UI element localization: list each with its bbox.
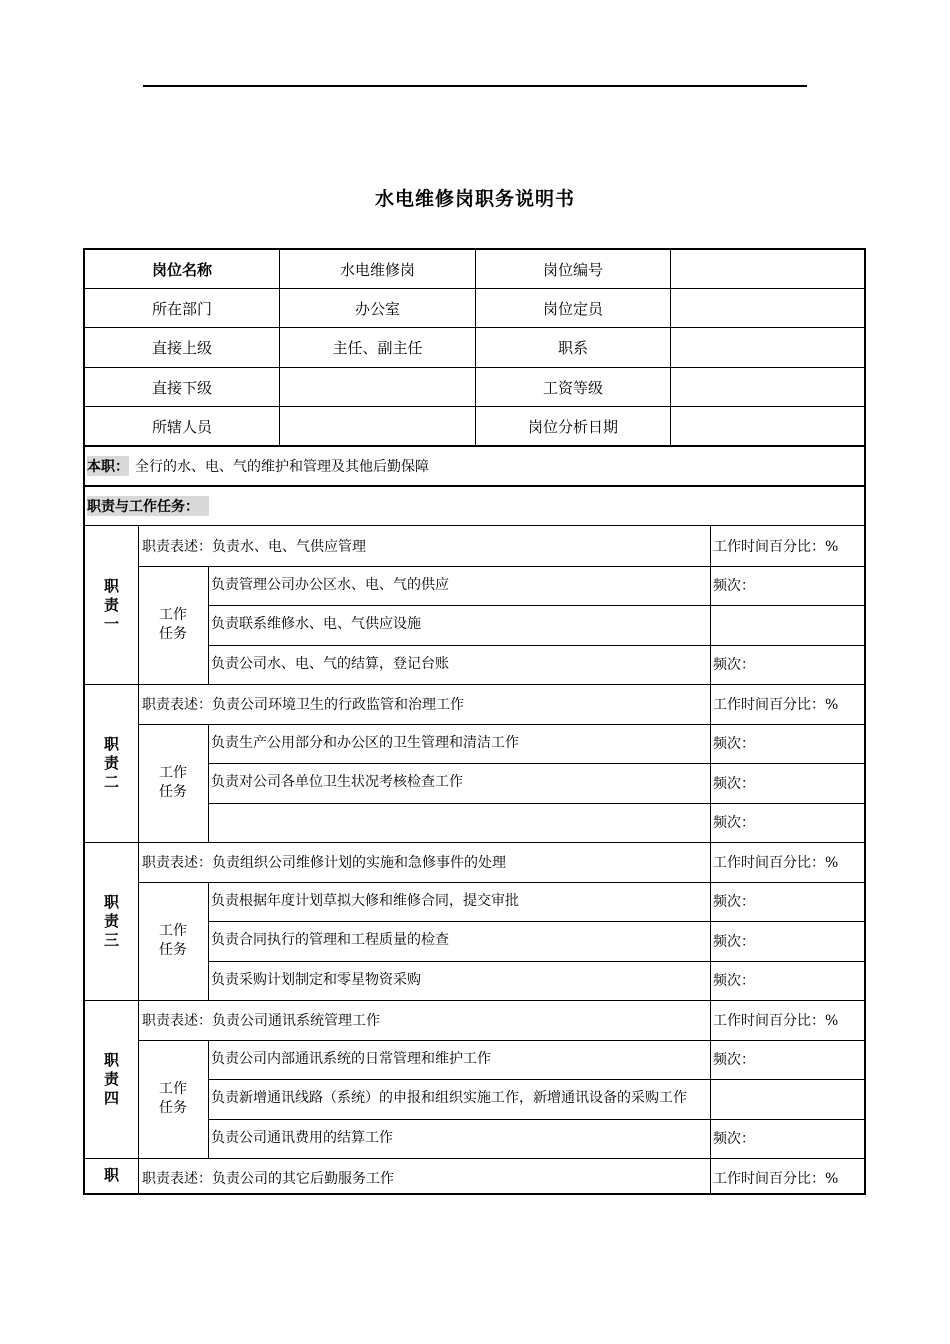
duty-label [85,684,138,842]
duty-label-char: 责 [103,911,119,930]
duty-time-pct: 工作时间百分比：% [713,696,839,713]
duty-desc: 职责表述：负责组织公司维修计划的实施和急修事件的处理 [142,854,506,871]
task-frequency: 频次： [713,815,755,831]
duty-label-char: 职 [103,1166,119,1184]
value-superior: 主任、副主任 [332,339,423,357]
duty-label-char: 职 [103,734,119,753]
value-post-name: 水电维修岗 [339,260,415,279]
value-post-number [671,250,864,288]
task-text: 负责管理公司办公区水、电、气的供应 [211,576,449,593]
task-text: 负责公司水、电、气的结算，登记台账 [211,655,449,672]
page-title: 水电维修岗职务说明书 [374,188,575,210]
label-headcount: 岗位定员 [542,299,603,318]
task-label-line: 工作 [159,1080,187,1097]
duty-label-char: 职 [103,576,119,595]
duty-desc: 职责表述：负责水、电、气供应管理 [142,538,366,555]
duty-label [85,842,138,1000]
value-subordinate [280,368,475,406]
duty-label-char: 二 [103,772,119,791]
duty-time-pct: 工作时间百分比：% [713,1012,839,1029]
task-frequency: 频次： [713,894,755,910]
task-label-line: 工作 [159,606,187,623]
duty-label [85,1000,138,1158]
label-job-family: 职系 [557,339,588,357]
duty-label [85,526,138,684]
value-analysis-date [671,407,864,445]
value-headcount [671,289,864,327]
job-description-table [83,248,866,1195]
task-text [211,803,708,842]
task-text: 负责公司通讯费用的结算工作 [211,1129,393,1146]
label-staff: 所辖人员 [151,417,212,436]
duty-label-char: 一 [103,614,119,633]
value-department: 办公室 [354,299,400,318]
label-department: 所在部门 [151,299,212,318]
value-staff [280,407,475,445]
task-frequency: 频次： [713,775,755,792]
label-post-name: 岗位名称 [151,260,212,279]
task-label-line: 任务 [159,941,187,958]
task-label-line: 任务 [159,625,187,642]
task-label-line: 任务 [159,1099,187,1116]
duty-time-pct: 工作时间百分比：% [713,854,839,871]
task-text: 负责采购计划制定和零星物资采购 [211,971,421,988]
duty-desc: 职责表述：负责公司的其它后勤服务工作 [142,1170,394,1187]
task-frequency: 频次： [713,933,755,950]
duty-time-pct: 工作时间百分比：% [713,1170,839,1187]
task-label-line: 工作 [159,922,187,939]
core-role [87,447,429,485]
task-text: 负责新增通讯线路（系统）的申报和组织实施工作，新增通讯设备的采购工作 [211,1090,687,1106]
task-frequency: 频次： [713,1052,755,1068]
task-frequency: 频次： [713,657,755,673]
value-job-family [671,328,864,367]
duty-label-char: 责 [103,595,119,614]
task-text: 负责合同执行的管理和工程质量的检查 [211,932,449,948]
duties-header [87,487,209,525]
task-label-line: 工作 [159,764,187,781]
core-role-text: 全行的水、电、气的维护和管理及其他后勤保障 [135,459,429,475]
duty-label-char: 三 [103,930,119,949]
core-role-label: 本职： [87,456,129,476]
duty-label [85,1158,138,1193]
task-label-line: 任务 [159,783,187,800]
label-subordinate: 直接下级 [151,378,212,397]
duty-label-char: 责 [103,753,119,772]
label-analysis-date: 岗位分析日期 [527,417,618,436]
task-frequency: 频次： [713,578,755,594]
task-label [138,1040,208,1159]
task-text: 负责根据年度计划草拟大修和维修合同，提交审批 [211,892,519,909]
duty-label-char: 四 [103,1088,119,1107]
task-text: 负责对公司各单位卫生状况考核检查工作 [211,774,463,790]
task-label [138,882,208,1001]
duty-desc: 职责表述：负责公司环境卫生的行政监管和治理工作 [142,696,464,713]
task-frequency: 频次： [713,1131,755,1147]
task-text: 负责生产公用部分和办公区的卫生管理和清洁工作 [211,734,519,751]
label-superior: 直接上级 [151,339,212,357]
duty-time-pct: 工作时间百分比：% [713,538,839,555]
value-pay-grade [671,368,864,406]
header-rule [143,85,807,87]
label-post-number: 岗位编号 [542,260,603,279]
duty-label-char: 职 [103,892,119,911]
task-text: 负责公司内部通讯系统的日常管理和维护工作 [211,1050,491,1067]
task-frequency [713,1079,863,1118]
task-label [138,566,208,685]
duties-header-label: 职责与工作任务： [87,496,209,516]
label-pay-grade: 工资等级 [542,378,603,397]
duty-desc: 职责表述：负责公司通讯系统管理工作 [142,1012,380,1029]
task-frequency [713,605,863,644]
duty-label-char: 责 [103,1069,119,1088]
task-frequency: 频次： [713,973,755,989]
task-frequency: 频次： [713,736,755,752]
duty-label-char: 职 [103,1050,119,1069]
task-label [138,724,208,843]
task-text: 负责联系维修水、电、气供应设施 [211,616,421,632]
